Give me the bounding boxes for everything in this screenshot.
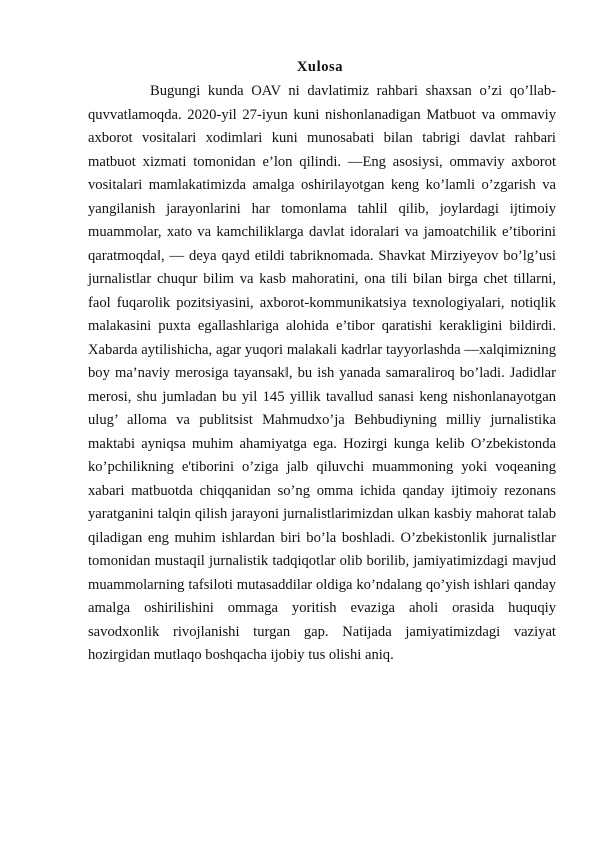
conclusion-paragraph: Bugungi kunda OAV ni davlatimiz rahbari shaxsan o’zi qo’llab-quvvatlamoqda. 2020-yil 27-iyun kuni nishonlanadigan Matbuot va ommaviy axborot vositalari xodimlari kuni munosabati bilan tabrigi davlat rahbari matbuot xizmati tomonidan e’lon qilindi. ―Eng asosiysi, ommaviy axborot vositalari mamlakatimizda amalga oshirilayotgan keng ko’lamli o’zgarish va yangilanish jarayonlarini har tomonlama tahlil qilib, joylardagi ijtimoiy muammolar, xato va kamchiliklarga davlat idoralari va jamoatchilik e’tiborini qaratmoqda‖, — deya qayd etildi tabriknomada. Shavkat Mirziyeyov bo’lg’usi jurnalistlar chuqur bilim va kasb mahoratini, ona tili bilan birga chet tillarni, faol fuqarolik pozitsiyasini, axborot-kommunikatsiya texnologiyalari, notiqlik malakasini puxta egallashlariga alohida e’tibor qaratishi kerakligini bildirdi. Xabarda aytilishicha, agar yuqori malakali kadrlar tayyorlashda ―xalqimizning boy ma’naviy merosiga tayansak‖, bu ish yanada samaraliroq bo’ladi. Jadidlar merosi, shu jumladan bu yil 145 yillik tavallud sanasi keng nishonlanayotgan ulug’ alloma va publitsist Mahmudxo’ja Behbudiyning milliy jurnalistika maktabi ayniqsa muhim ahamiyatga ega. Hozirgi kunga kelib O’zbekistonda ko’pchilikning e'tiborini o’ziga jalb qiluvchi muammoning yoki voqeaning xabari matbuotda chiqqanidan so’ng omma ichida qanday ijtimoiy rezonans yaratganini talqin qilish jarayoni jurnalistlarimizdan ulkan kasbiy mahorat talab qiladigan eng muhim ishlardan biri bo’la boshladi. O’zbekistonlik jurnalistlar tomonidan mustaqil jurnalistik tadqiqotlar olib borilib, jamiyatimizdagi mavjud muammolarning tafsiloti mutasaddilar oldiga ko’ndalang qo’yish ishlari qanday amalga oshirilishini ommaga yoritish evaziga aholi orasida huquqiy savodxonlik rivojlanishi turgan gap. Natijada jamiyatimizdagi vaziyat hozirgidan mutlaqo boshqacha ijobiy tus olishi aniq. xyxy=(88,83,556,663)
page-title: Xulosa xyxy=(296,59,344,75)
